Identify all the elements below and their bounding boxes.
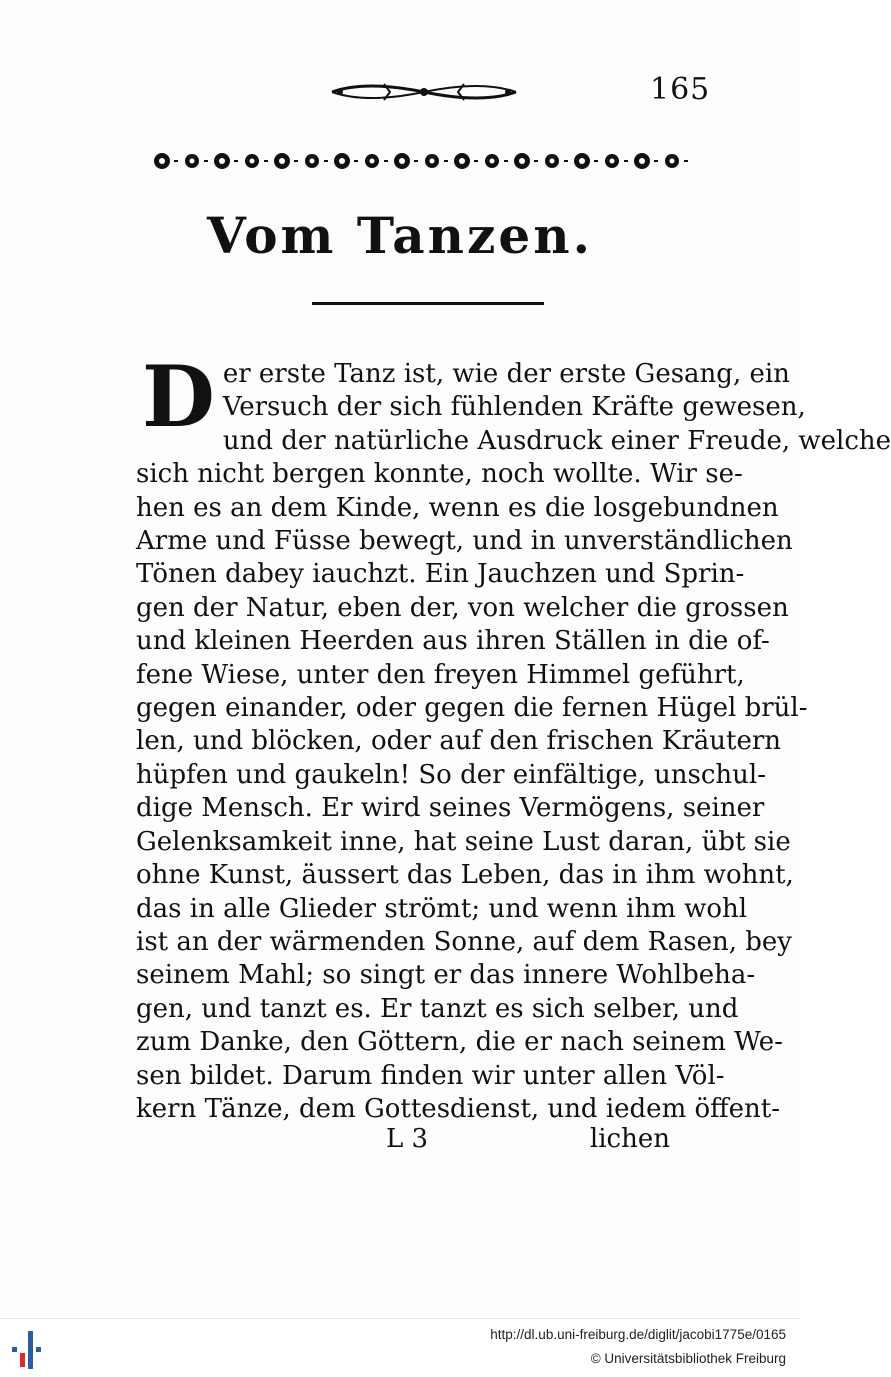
- ornamental-border: [148, 146, 696, 176]
- text-line: das in alle Glieder strömt; und wenn ihm wohl: [136, 893, 748, 924]
- text-line: ist an der wärmenden Sonne, auf dem Rasen, bey: [136, 926, 792, 957]
- text-line: Arme und Füsse bewegt, und in unverständlichen: [136, 526, 793, 557]
- text-line: gen, und tanzt es. Er tanzt es sich selber, und: [136, 993, 739, 1024]
- catchword-row: [136, 1124, 688, 1160]
- library-logo-icon: [10, 1327, 46, 1371]
- source-url[interactable]: http://dl.ub.uni-freiburg.de/diglit/jacobi1775e/0165: [490, 1327, 786, 1342]
- chapter-title: Vom Tanzen.: [206, 206, 593, 265]
- text-line: ohne Kunst, äussert das Leben, das in ihm wohnt,: [136, 860, 794, 891]
- signature-mark: L 3: [386, 1124, 429, 1154]
- text-line: hen es an dem Kinde, wenn es die losgebundnen: [136, 492, 779, 523]
- text-line: er erste Tanz ist, wie der erste Gesang, ein: [222, 359, 790, 389]
- text-line: seinem Mahl; so singt er das innere Wohlbeha-: [136, 960, 756, 991]
- text-line: gen der Natur, eben der, von welcher die grossen: [136, 592, 789, 623]
- text-line: fene Wiese, unter den freyen Himmel geführt,: [136, 659, 745, 690]
- text-line: zum Danke, den Göttern, die er nach seinem We-: [136, 1027, 783, 1058]
- text-line: kern Tänze, dem Gottesdienst, und iedem öffent-: [136, 1093, 780, 1124]
- vignette-ornament: [326, 76, 522, 108]
- text-line: und kleinen Heerden aus ihren Ställen in die of-: [136, 626, 770, 657]
- text-line: sen bildet. Darum finden wir unter allen Völ-: [136, 1060, 725, 1091]
- page-number: 165: [650, 72, 711, 107]
- title-rule: [312, 302, 544, 305]
- catchword: lichen: [589, 1124, 670, 1154]
- body-text: [136, 347, 891, 1126]
- text-line: und der natürliche Ausdruck einer Freude, welche: [222, 425, 891, 456]
- text-line: gegen einander, oder gegen die fernen Hügel brül-: [136, 693, 808, 724]
- text-line: sich nicht bergen konnte, noch wollte. Wir se-: [136, 459, 743, 490]
- text-line: Tönen dabey iauchzt. Ein Jauchzen und Sprin-: [136, 559, 745, 590]
- copyright-credit: © Universitätsbibliothek Freiburg: [590, 1351, 786, 1366]
- text-line: Gelenksamkeit inne, hat seine Lust daran, übt sie: [136, 826, 791, 857]
- text-line: Versuch der sich fühlenden Kräfte gewesen,: [222, 392, 806, 423]
- text-line: dige Mensch. Er wird seines Vermögens, seiner: [136, 793, 765, 824]
- drop-cap-initial: D: [142, 347, 215, 446]
- footer-bar: [0, 1318, 800, 1377]
- text-line: hüpfen und gaukeln! So der einfältige, unschul-: [136, 759, 767, 790]
- text-line: len, und blöcken, oder auf den frischen Kräutern: [136, 726, 782, 757]
